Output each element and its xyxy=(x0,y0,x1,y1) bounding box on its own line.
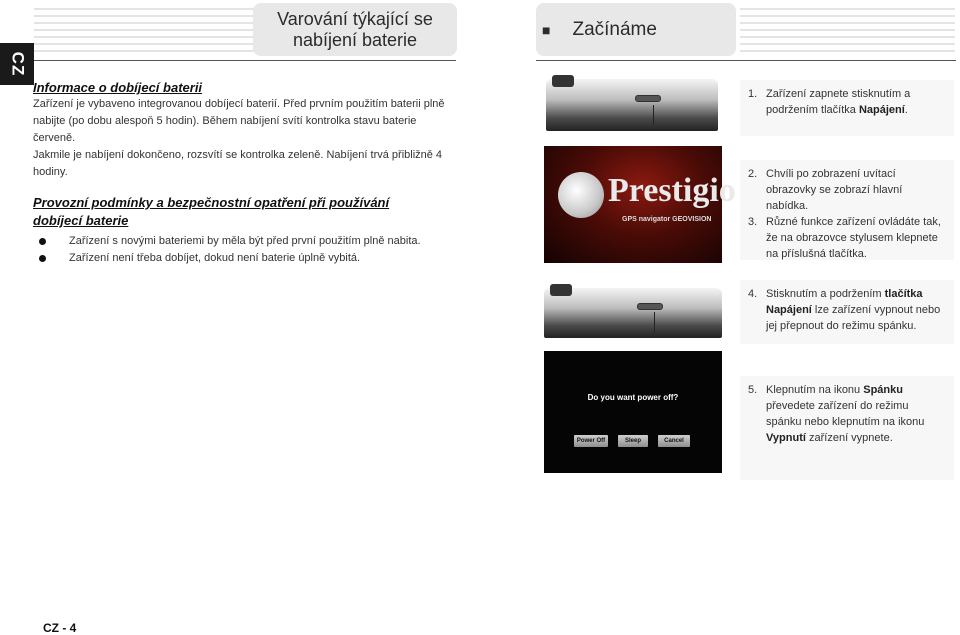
power-off-screen-image xyxy=(544,351,722,473)
square-bullet-icon: ■ xyxy=(542,21,551,38)
text-line: nabijte (po dobu alespoň 5 hodin). Během nabíjení svítí kontrolka stavu baterie červeně. xyxy=(33,115,417,144)
language-tab xyxy=(0,43,34,85)
device-top-image xyxy=(546,79,718,131)
list-item: Zařízení není třeba dobíjet, dokud není baterie úplně vybitá. xyxy=(33,250,453,267)
safety-heading: Provozní podmínky a bezpečnostní opatření při používání dobíjecí baterie xyxy=(33,195,390,228)
bold-text: Vypnutí xyxy=(766,432,806,444)
text-line: hodiny. xyxy=(33,166,68,178)
page-number: CZ - 4 xyxy=(43,621,77,635)
text: . xyxy=(904,104,908,116)
bold-text: Spánku xyxy=(863,384,903,396)
divider xyxy=(536,60,956,61)
text: Zařízení zapnete stisknutím a podržením tlačítka xyxy=(766,88,911,116)
step-text: Chvíli po zobrazení uvítací obrazovky se zobrazí hlavní nabídka. xyxy=(766,168,903,212)
splash-logo-text: Prestigio xyxy=(608,172,736,209)
step-text xyxy=(766,286,946,334)
section-title-getting-started xyxy=(536,3,736,56)
step-1 xyxy=(740,80,954,136)
text: lze zařízení vypnout nebo jej přepnout do režimu spánku. xyxy=(766,304,941,332)
pointer-line xyxy=(654,312,655,332)
bold-text: tlačítka Napájení xyxy=(766,288,923,316)
text: převedete zařízení do režimu spánku nebo klepnutím na ikonu xyxy=(766,400,925,428)
step-number: 1. xyxy=(748,88,758,100)
charging-info xyxy=(33,80,453,267)
section-title-charging xyxy=(253,3,457,56)
splash-screen-image xyxy=(544,146,736,263)
step-2-3 xyxy=(740,160,954,260)
text-line: Zařízení je vybaveno integrovanou dobíjecí baterií. Před prvním použitím baterii plně xyxy=(33,98,445,110)
battery-info-text xyxy=(33,96,453,181)
step-5 xyxy=(740,376,954,480)
battery-info-heading: Informace o dobíjecí baterii xyxy=(33,80,203,95)
sleep-button: Sleep xyxy=(618,435,648,447)
step-text xyxy=(766,86,946,118)
step-4 xyxy=(740,280,954,344)
divider xyxy=(34,60,456,61)
step-number: 3. xyxy=(748,216,758,228)
title-text: Začínáme xyxy=(572,18,657,40)
pointer-line xyxy=(653,105,654,125)
power-button-illustration xyxy=(635,95,661,102)
splash-subtitle: GPS navigator GEOVISION xyxy=(622,216,712,223)
language-code: CZ xyxy=(7,51,27,77)
text: Stisknutím a podržením xyxy=(766,288,885,300)
cancel-button: Cancel xyxy=(658,435,690,447)
step-text: Různé funkce zařízení ovládáte tak, že na obrazovce stylusem klepnete na příslušná tlačítka. xyxy=(766,216,941,260)
step-number: 2. xyxy=(748,168,758,180)
step-number: 4. xyxy=(748,288,758,300)
prestigio-logo-icon xyxy=(558,172,604,218)
step-number: 5. xyxy=(748,384,758,396)
text: zařízení vypnete. xyxy=(805,432,893,444)
title-line-1: Varování týkající se xyxy=(277,8,433,29)
bold-text: Napájení xyxy=(858,104,905,116)
text-line: Jakmile je nabíjení dokončeno, rozsvítí se kontrolka zeleně. Nabíjení trvá přibližně 4 xyxy=(33,149,443,161)
power-off-button: Power Off xyxy=(574,435,608,447)
header-decor-right xyxy=(740,8,955,58)
device-camera xyxy=(552,75,574,87)
step-text xyxy=(766,382,946,446)
title-line-2: nabíjení baterie xyxy=(292,29,418,50)
safety-list xyxy=(33,233,453,267)
device-top-image xyxy=(544,288,722,338)
power-button-illustration xyxy=(637,303,663,310)
device-camera xyxy=(550,284,572,296)
power-off-question: Do you want power off? xyxy=(587,393,679,402)
text: Klepnutím na ikonu xyxy=(766,384,864,396)
list-item: Zařízení s novými bateriemi by měla být před první použitím plně nabita. xyxy=(33,233,453,250)
